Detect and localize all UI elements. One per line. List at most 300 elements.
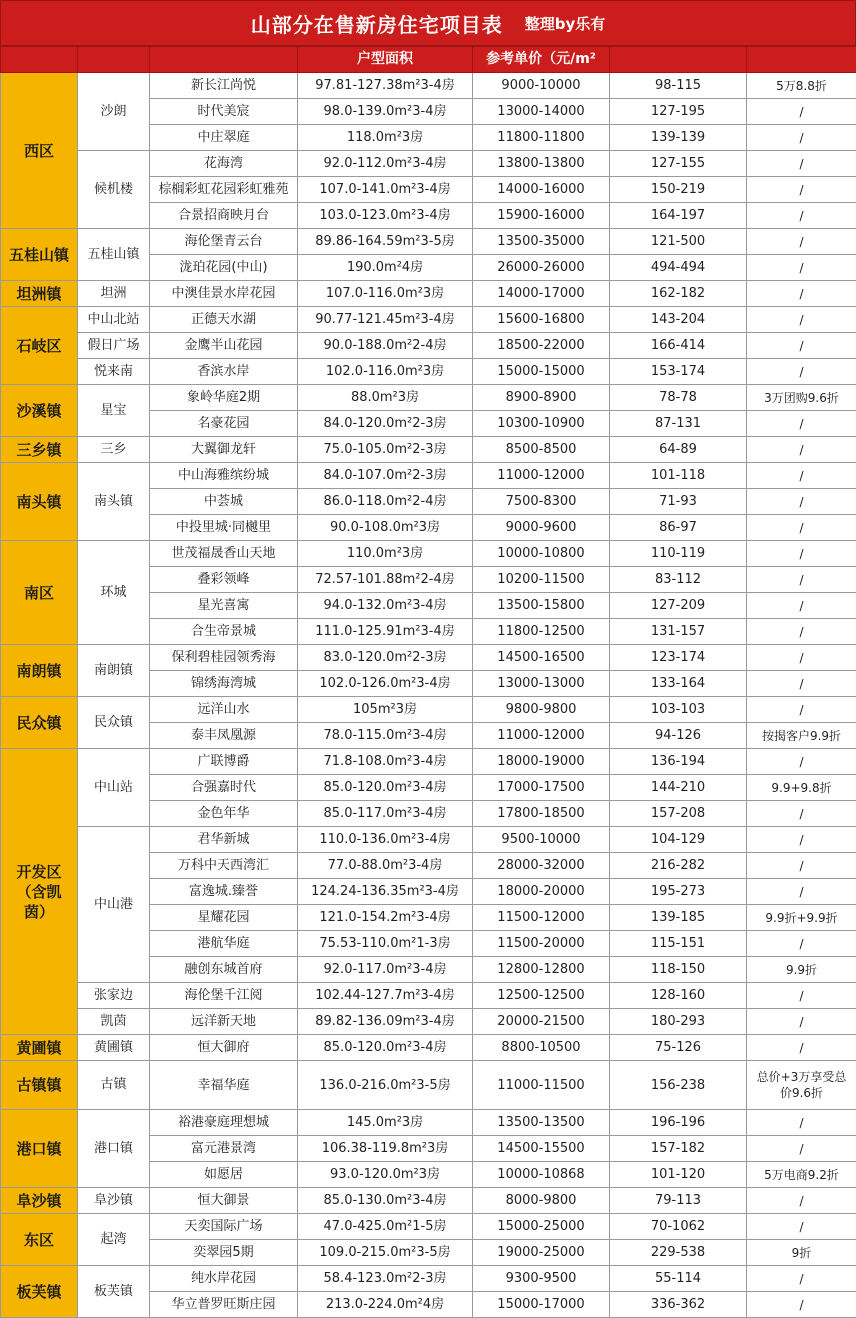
area-cell: 90.0-108.0m²3房 [298, 515, 473, 541]
header-region [1, 47, 78, 73]
promotion-cell: / [747, 125, 856, 151]
total-price-cell: 139-139 [610, 125, 747, 151]
region-cell: 五桂山镇 [1, 229, 78, 281]
area-cell: 88.0m²3房 [298, 385, 473, 411]
area-cell: 90.0-188.0m²2-4房 [298, 333, 473, 359]
promotion-cell: / [747, 879, 856, 905]
project-name-cell: 海伦堡青云台 [150, 229, 298, 255]
project-name-cell: 名豪花园 [150, 411, 298, 437]
unit-price-cell: 12500-12500 [473, 983, 610, 1009]
promotion-cell: / [747, 931, 856, 957]
area-cell: 111.0-125.91m²3-4房 [298, 619, 473, 645]
promotion-cell: / [747, 359, 856, 385]
promotion-cell: / [747, 1214, 856, 1240]
total-price-cell: 164-197 [610, 203, 747, 229]
area-cell: 109.0-215.0m²3-5房 [298, 1240, 473, 1266]
promotion-cell: / [747, 1188, 856, 1214]
area-cell: 89.82-136.09m²3-4房 [298, 1009, 473, 1035]
project-name-cell: 象岭华庭2期 [150, 385, 298, 411]
project-name-cell: 富元港景湾 [150, 1136, 298, 1162]
total-price-cell: 229-538 [610, 1240, 747, 1266]
area-cell: 58.4-123.0m²2-3房 [298, 1266, 473, 1292]
project-name-cell: 纯水岸花园 [150, 1266, 298, 1292]
region-cell: 南朗镇 [1, 645, 78, 697]
unit-price-cell: 10000-10800 [473, 541, 610, 567]
area-cell: 110.0-136.0m²3-4房 [298, 827, 473, 853]
total-price-cell: 87-131 [610, 411, 747, 437]
table-row [1, 229, 856, 255]
unit-price-cell: 7500-8300 [473, 489, 610, 515]
area-cell: 190.0m²4房 [298, 255, 473, 281]
promotion-cell: / [747, 801, 856, 827]
promotion-cell: 9.9折+9.9折 [747, 905, 856, 931]
total-price-cell: 94-126 [610, 723, 747, 749]
area-cell: 75.53-110.0m²1-3房 [298, 931, 473, 957]
area-cell: 85.0-120.0m²3-4房 [298, 1035, 473, 1061]
promotion-cell: / [747, 489, 856, 515]
promotion-cell: / [747, 671, 856, 697]
header-unit-price: 参考单价（元/m² [473, 47, 610, 73]
total-price-cell: 494-494 [610, 255, 747, 281]
unit-price-cell: 18000-19000 [473, 749, 610, 775]
total-price-cell: 103-103 [610, 697, 747, 723]
region-cell: 南区 [1, 541, 78, 645]
town-cell: 环城 [78, 541, 150, 645]
area-cell: 94.0-132.0m²3-4房 [298, 593, 473, 619]
town-cell: 板芙镇 [78, 1266, 150, 1318]
total-price-cell: 157-182 [610, 1136, 747, 1162]
table-row [1, 697, 856, 723]
project-name-cell: 君华新城 [150, 827, 298, 853]
project-name-cell: 富逸城.臻誉 [150, 879, 298, 905]
total-price-cell: 127-195 [610, 99, 747, 125]
unit-price-cell: 13000-14000 [473, 99, 610, 125]
total-price-cell: 86-97 [610, 515, 747, 541]
total-price-cell: 153-174 [610, 359, 747, 385]
table-row [1, 281, 856, 307]
header-area: 户型面积 [298, 47, 473, 73]
total-price-cell: 162-182 [610, 281, 747, 307]
unit-price-cell: 11500-12000 [473, 905, 610, 931]
promotion-cell: / [747, 1266, 856, 1292]
region-cell: 开发区（含凯茵） [1, 749, 78, 1035]
area-cell: 75.0-105.0m²2-3房 [298, 437, 473, 463]
project-name-cell: 泷珀花园(中山) [150, 255, 298, 281]
unit-price-cell: 15900-16000 [473, 203, 610, 229]
unit-price-cell: 26000-26000 [473, 255, 610, 281]
unit-price-cell: 17000-17500 [473, 775, 610, 801]
total-price-cell: 121-500 [610, 229, 747, 255]
project-name-cell: 保利碧桂园领秀海 [150, 645, 298, 671]
town-cell: 凯茵 [78, 1009, 150, 1035]
project-name-cell: 中庄翠庭 [150, 125, 298, 151]
total-price-cell: 101-118 [610, 463, 747, 489]
promotion-cell: / [747, 229, 856, 255]
total-price-cell: 104-129 [610, 827, 747, 853]
town-cell: 中山站 [78, 749, 150, 827]
total-price-cell: 150-219 [610, 177, 747, 203]
area-cell: 47.0-425.0m²1-5房 [298, 1214, 473, 1240]
area-cell: 97.81-127.38m²3-4房 [298, 73, 473, 99]
promotion-cell: 总价+3万享受总价9.6折 [747, 1061, 856, 1110]
promotion-cell: / [747, 463, 856, 489]
promotion-cell: 按揭客户9.9折 [747, 723, 856, 749]
region-cell: 黄圃镇 [1, 1035, 78, 1061]
housing-table [0, 46, 856, 1318]
table-row [1, 1110, 856, 1136]
table-row [1, 983, 856, 1009]
unit-price-cell: 9500-10000 [473, 827, 610, 853]
unit-price-cell: 11500-20000 [473, 931, 610, 957]
area-cell: 72.57-101.88m²2-4房 [298, 567, 473, 593]
total-price-cell: 196-196 [610, 1110, 747, 1136]
region-cell: 三乡镇 [1, 437, 78, 463]
promotion-cell: 9折 [747, 1240, 856, 1266]
unit-price-cell: 9000-10000 [473, 73, 610, 99]
area-cell: 102.0-116.0m²3房 [298, 359, 473, 385]
promotion-cell: / [747, 333, 856, 359]
unit-price-cell: 13500-35000 [473, 229, 610, 255]
town-cell: 张家边 [78, 983, 150, 1009]
area-cell: 213.0-224.0m²4房 [298, 1292, 473, 1318]
total-price-cell: 336-362 [610, 1292, 747, 1318]
project-name-cell: 泰丰凤凰源 [150, 723, 298, 749]
total-price-cell: 136-194 [610, 749, 747, 775]
town-cell: 起湾 [78, 1214, 150, 1266]
unit-price-cell: 11000-12000 [473, 723, 610, 749]
unit-price-cell: 11800-12500 [473, 619, 610, 645]
project-name-cell: 中投里城·同樾里 [150, 515, 298, 541]
project-name-cell: 奕翠园5期 [150, 1240, 298, 1266]
unit-price-cell: 8900-8900 [473, 385, 610, 411]
promotion-cell: / [747, 541, 856, 567]
header-total-price [610, 47, 747, 73]
area-cell: 90.77-121.45m²3-4房 [298, 307, 473, 333]
region-cell: 阜沙镇 [1, 1188, 78, 1214]
unit-price-cell: 19000-25000 [473, 1240, 610, 1266]
project-name-cell: 幸福华庭 [150, 1061, 298, 1110]
promotion-cell: / [747, 645, 856, 671]
town-cell: 南头镇 [78, 463, 150, 541]
promotion-cell: / [747, 983, 856, 1009]
project-name-cell: 金色年华 [150, 801, 298, 827]
town-cell: 中山港 [78, 827, 150, 983]
project-name-cell: 广联博爵 [150, 749, 298, 775]
region-cell: 西区 [1, 73, 78, 229]
unit-price-cell: 13500-13500 [473, 1110, 610, 1136]
promotion-cell: 9.9+9.8折 [747, 775, 856, 801]
promotion-cell: / [747, 1009, 856, 1035]
total-price-cell: 64-89 [610, 437, 747, 463]
project-name-cell: 金鹰半山花园 [150, 333, 298, 359]
area-cell: 107.0-116.0m²3房 [298, 281, 473, 307]
area-cell: 83.0-120.0m²2-3房 [298, 645, 473, 671]
region-cell: 古镇镇 [1, 1061, 78, 1110]
promotion-cell: / [747, 1110, 856, 1136]
unit-price-cell: 8500-8500 [473, 437, 610, 463]
unit-price-cell: 9800-9800 [473, 697, 610, 723]
project-name-cell: 时代美宸 [150, 99, 298, 125]
project-name-cell: 中山海雅缤纷城 [150, 463, 298, 489]
table-row [1, 1188, 856, 1214]
promotion-cell: / [747, 1136, 856, 1162]
project-name-cell: 融创东城首府 [150, 957, 298, 983]
unit-price-cell: 8000-9800 [473, 1188, 610, 1214]
project-name-cell: 港航华庭 [150, 931, 298, 957]
unit-price-cell: 9300-9500 [473, 1266, 610, 1292]
total-price-cell: 139-185 [610, 905, 747, 931]
total-price-cell: 55-114 [610, 1266, 747, 1292]
total-price-cell: 123-174 [610, 645, 747, 671]
area-cell: 85.0-130.0m²3-4房 [298, 1188, 473, 1214]
town-cell: 港口镇 [78, 1110, 150, 1188]
total-price-cell: 71-93 [610, 489, 747, 515]
total-price-cell: 127-209 [610, 593, 747, 619]
town-cell: 黄圃镇 [78, 1035, 150, 1061]
town-cell: 假日广场 [78, 333, 150, 359]
promotion-cell: 5万8.8折 [747, 73, 856, 99]
town-cell: 星宝 [78, 385, 150, 437]
unit-price-cell: 10000-10868 [473, 1162, 610, 1188]
area-cell: 121.0-154.2m²3-4房 [298, 905, 473, 931]
project-name-cell: 如愿居 [150, 1162, 298, 1188]
total-price-cell: 110-119 [610, 541, 747, 567]
area-cell: 98.0-139.0m²3-4房 [298, 99, 473, 125]
region-cell: 东区 [1, 1214, 78, 1266]
table-title: 山部分在售新房住宅项目表 [251, 9, 503, 38]
total-price-cell: 144-210 [610, 775, 747, 801]
table-row [1, 1061, 856, 1110]
unit-price-cell: 14000-16000 [473, 177, 610, 203]
project-name-cell: 星耀花园 [150, 905, 298, 931]
town-cell: 五桂山镇 [78, 229, 150, 281]
area-cell: 71.8-108.0m²3-4房 [298, 749, 473, 775]
town-cell: 坦洲 [78, 281, 150, 307]
project-name-cell: 新长江尚悦 [150, 73, 298, 99]
header-row [1, 47, 856, 73]
area-cell: 78.0-115.0m²3-4房 [298, 723, 473, 749]
total-price-cell: 133-164 [610, 671, 747, 697]
unit-price-cell: 8800-10500 [473, 1035, 610, 1061]
table-row [1, 827, 856, 853]
total-price-cell: 131-157 [610, 619, 747, 645]
promotion-cell: / [747, 619, 856, 645]
unit-price-cell: 11000-12000 [473, 463, 610, 489]
total-price-cell: 156-238 [610, 1061, 747, 1110]
unit-price-cell: 28000-32000 [473, 853, 610, 879]
project-name-cell: 合景招商映月台 [150, 203, 298, 229]
promotion-cell: / [747, 827, 856, 853]
region-cell: 民众镇 [1, 697, 78, 749]
promotion-cell: / [747, 593, 856, 619]
table-body [1, 73, 856, 1318]
area-cell: 107.0-141.0m²3-4房 [298, 177, 473, 203]
table-row [1, 645, 856, 671]
promotion-cell: / [747, 437, 856, 463]
project-name-cell: 万科中天西湾汇 [150, 853, 298, 879]
region-cell: 坦洲镇 [1, 281, 78, 307]
total-price-cell: 98-115 [610, 73, 747, 99]
unit-price-cell: 18000-20000 [473, 879, 610, 905]
unit-price-cell: 13800-13800 [473, 151, 610, 177]
area-cell: 89.86-164.59m²3-5房 [298, 229, 473, 255]
region-cell: 石岐区 [1, 307, 78, 385]
area-cell: 145.0m²3房 [298, 1110, 473, 1136]
area-cell: 102.0-126.0m²3-4房 [298, 671, 473, 697]
table-row [1, 463, 856, 489]
unit-price-cell: 9000-9600 [473, 515, 610, 541]
area-cell: 103.0-123.0m²3-4房 [298, 203, 473, 229]
town-cell: 南朗镇 [78, 645, 150, 697]
unit-price-cell: 13000-13000 [473, 671, 610, 697]
promotion-cell: / [747, 99, 856, 125]
promotion-cell: / [747, 1035, 856, 1061]
table-row [1, 437, 856, 463]
unit-price-cell: 13500-15800 [473, 593, 610, 619]
header-project [150, 47, 298, 73]
total-price-cell: 75-126 [610, 1035, 747, 1061]
project-name-cell: 香滨水岸 [150, 359, 298, 385]
region-cell: 南头镇 [1, 463, 78, 541]
unit-price-cell: 10200-11500 [473, 567, 610, 593]
total-price-cell: 70-1062 [610, 1214, 747, 1240]
table-row [1, 73, 856, 99]
unit-price-cell: 14000-17000 [473, 281, 610, 307]
project-name-cell: 裕港豪庭理想城 [150, 1110, 298, 1136]
table-title-bar [0, 0, 856, 46]
area-cell: 105m²3房 [298, 697, 473, 723]
promotion-cell: / [747, 1292, 856, 1318]
area-cell: 84.0-120.0m²2-3房 [298, 411, 473, 437]
promotion-cell: / [747, 307, 856, 333]
unit-price-cell: 11800-11800 [473, 125, 610, 151]
area-cell: 93.0-120.0m²3房 [298, 1162, 473, 1188]
promotion-cell: / [747, 697, 856, 723]
table-row [1, 307, 856, 333]
region-cell: 沙溪镇 [1, 385, 78, 437]
project-name-cell: 恒大御府 [150, 1035, 298, 1061]
total-price-cell: 115-151 [610, 931, 747, 957]
unit-price-cell: 15000-25000 [473, 1214, 610, 1240]
promotion-cell: / [747, 749, 856, 775]
unit-price-cell: 18500-22000 [473, 333, 610, 359]
table-row [1, 1214, 856, 1240]
project-name-cell: 正德天水湖 [150, 307, 298, 333]
unit-price-cell: 14500-15500 [473, 1136, 610, 1162]
table-row [1, 333, 856, 359]
total-price-cell: 180-293 [610, 1009, 747, 1035]
table-row [1, 749, 856, 775]
area-cell: 92.0-117.0m²3-4房 [298, 957, 473, 983]
project-name-cell: 华立普罗旺斯庄园 [150, 1292, 298, 1318]
total-price-cell: 78-78 [610, 385, 747, 411]
total-price-cell: 83-112 [610, 567, 747, 593]
area-cell: 86.0-118.0m²2-4房 [298, 489, 473, 515]
promotion-cell: 9.9折 [747, 957, 856, 983]
area-cell: 85.0-120.0m²3-4房 [298, 775, 473, 801]
project-name-cell: 星光喜寓 [150, 593, 298, 619]
table-row [1, 385, 856, 411]
area-cell: 136.0-216.0m²3-5房 [298, 1061, 473, 1110]
region-cell: 港口镇 [1, 1110, 78, 1188]
town-cell: 中山北站 [78, 307, 150, 333]
promotion-cell: / [747, 281, 856, 307]
total-price-cell: 143-204 [610, 307, 747, 333]
area-cell: 84.0-107.0m²2-3房 [298, 463, 473, 489]
promotion-cell: / [747, 853, 856, 879]
promotion-cell: 3万团购9.6折 [747, 385, 856, 411]
town-cell: 民众镇 [78, 697, 150, 749]
region-cell: 板芙镇 [1, 1266, 78, 1318]
total-price-cell: 157-208 [610, 801, 747, 827]
project-name-cell: 棕榈彩虹花园彩虹雅苑 [150, 177, 298, 203]
header-promotion [747, 47, 856, 73]
project-name-cell: 合强嘉时代 [150, 775, 298, 801]
unit-price-cell: 10300-10900 [473, 411, 610, 437]
project-name-cell: 合生帝景城 [150, 619, 298, 645]
total-price-cell: 118-150 [610, 957, 747, 983]
project-name-cell: 中澳佳景水岸花园 [150, 281, 298, 307]
town-cell: 三乡 [78, 437, 150, 463]
town-cell: 沙朗 [78, 73, 150, 151]
unit-price-cell: 15600-16800 [473, 307, 610, 333]
project-name-cell: 远洋新天地 [150, 1009, 298, 1035]
table-credit: 整理by乐有 [525, 13, 606, 34]
project-name-cell: 远洋山水 [150, 697, 298, 723]
project-name-cell: 锦绣海湾城 [150, 671, 298, 697]
project-name-cell: 海伦堡千江阅 [150, 983, 298, 1009]
total-price-cell: 127-155 [610, 151, 747, 177]
area-cell: 124.24-136.35m²3-4房 [298, 879, 473, 905]
table-row [1, 1035, 856, 1061]
town-cell: 候机楼 [78, 151, 150, 229]
area-cell: 77.0-88.0m²3-4房 [298, 853, 473, 879]
unit-price-cell: 12800-12800 [473, 957, 610, 983]
project-name-cell: 花海湾 [150, 151, 298, 177]
total-price-cell: 79-113 [610, 1188, 747, 1214]
project-name-cell: 叠彩领峰 [150, 567, 298, 593]
unit-price-cell: 15000-15000 [473, 359, 610, 385]
promotion-cell: / [747, 255, 856, 281]
unit-price-cell: 15000-17000 [473, 1292, 610, 1318]
unit-price-cell: 11000-11500 [473, 1061, 610, 1110]
total-price-cell: 128-160 [610, 983, 747, 1009]
promotion-cell: / [747, 151, 856, 177]
total-price-cell: 166-414 [610, 333, 747, 359]
project-name-cell: 大翼御龙轩 [150, 437, 298, 463]
table-row [1, 541, 856, 567]
project-name-cell: 中荟城 [150, 489, 298, 515]
town-cell: 阜沙镇 [78, 1188, 150, 1214]
table-row [1, 151, 856, 177]
table-row [1, 1266, 856, 1292]
total-price-cell: 195-273 [610, 879, 747, 905]
area-cell: 106.38-119.8m²3房 [298, 1136, 473, 1162]
promotion-cell: / [747, 515, 856, 541]
unit-price-cell: 14500-16500 [473, 645, 610, 671]
town-cell: 古镇 [78, 1061, 150, 1110]
unit-price-cell: 17800-18500 [473, 801, 610, 827]
total-price-cell: 101-120 [610, 1162, 747, 1188]
promotion-cell: 5万电商9.2折 [747, 1162, 856, 1188]
promotion-cell: / [747, 567, 856, 593]
area-cell: 85.0-117.0m²3-4房 [298, 801, 473, 827]
header-town [78, 47, 150, 73]
unit-price-cell: 20000-21500 [473, 1009, 610, 1035]
promotion-cell: / [747, 203, 856, 229]
area-cell: 102.44-127.7m²3-4房 [298, 983, 473, 1009]
total-price-cell: 216-282 [610, 853, 747, 879]
